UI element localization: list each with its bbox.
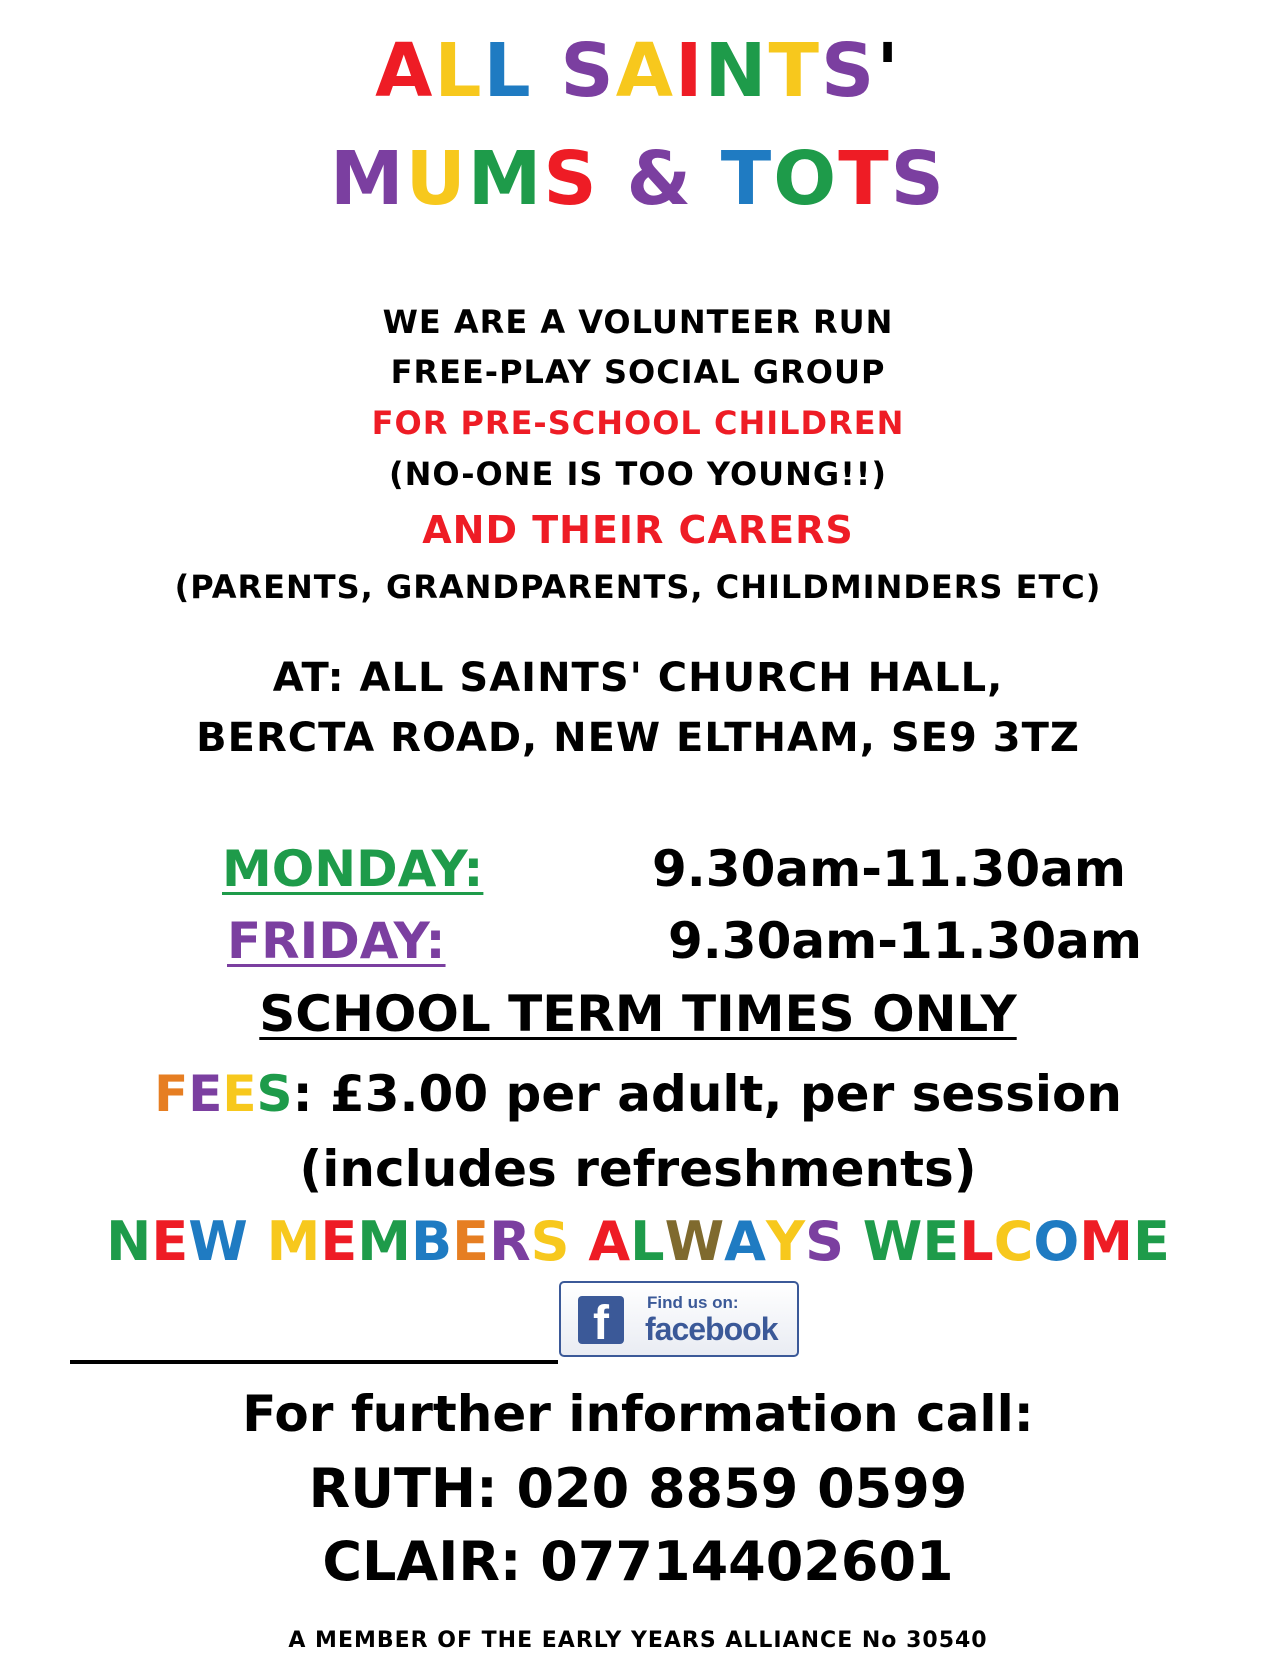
welcome-letter: A [724, 1210, 766, 1273]
welcome-letter: B [411, 1210, 453, 1273]
title-2-letter: M [467, 136, 544, 222]
fees-note: (includes refreshments) [299, 1140, 977, 1198]
title-1-letter: I [675, 28, 705, 114]
fees-text: : £3.00 per adult, per session [292, 1065, 1122, 1123]
facebook-wordmark: facebook [645, 1311, 778, 1347]
intro-line-5: AND THEIR CARERS [422, 508, 854, 552]
welcome-letter: M [1079, 1210, 1133, 1273]
welcome-letter: L [959, 1210, 994, 1273]
title-2-letter: O [773, 136, 839, 222]
intro-line-6: (PARENTS, GRANDPARENTS, CHILDMINDERS ETC) [174, 568, 1102, 606]
title-1-letter: S [820, 28, 877, 114]
welcome-text [106, 1210, 1170, 1273]
venue-line-1: AT: ALL SAINTS' CHURCH HALL, [272, 655, 1004, 701]
welcome-letter: A [588, 1210, 631, 1273]
welcome-letter: W [862, 1210, 923, 1273]
title-1-letter: N [704, 28, 769, 114]
friday-label: FRIDAY: [227, 912, 446, 970]
venue-line-2: BERCTA ROAD, NEW ELTHAM, SE9 3TZ [196, 715, 1080, 761]
welcome-letter: E [320, 1210, 358, 1273]
contact-ruth: RUTH: 020 8859 0599 [308, 1457, 968, 1520]
title-2-letter: T [720, 136, 774, 222]
intro-line-3: FOR PRE-SCHOOL CHILDREN [371, 404, 905, 442]
welcome-letter: Y [765, 1210, 806, 1273]
welcome-letter [844, 1210, 863, 1273]
welcome-letter [570, 1210, 589, 1273]
facebook-f-icon: f [578, 1296, 624, 1344]
intro-line-4: (NO-ONE IS TOO YOUNG!!) [388, 455, 887, 493]
welcome-line [0, 1210, 1276, 1273]
welcome-letter: E [1132, 1210, 1170, 1273]
contact-heading: For further information call: [242, 1385, 1034, 1443]
welcome-letter: C [993, 1210, 1034, 1273]
welcome-letter: S [805, 1210, 844, 1273]
welcome-letter: O [1033, 1210, 1080, 1273]
welcome-letter: W [188, 1210, 248, 1273]
title-1-letter: A [375, 28, 435, 114]
title-1-letter: L [483, 28, 533, 114]
intro-line-2: FREE-PLAY SOCIAL GROUP [390, 353, 886, 391]
title-1-letter: ' [876, 28, 901, 114]
fees-letter: E [222, 1065, 257, 1123]
fees-letter: S [256, 1065, 293, 1123]
welcome-letter: M [357, 1210, 411, 1273]
welcome-letter: M [266, 1210, 321, 1273]
friday-time: 9.30am-11.30am [668, 912, 1142, 970]
welcome-letter: W [664, 1210, 725, 1273]
title-1-letter: L [434, 28, 484, 114]
welcome-letter: R [489, 1210, 531, 1273]
welcome-letter [248, 1210, 267, 1273]
title-2-letter: S [890, 136, 946, 222]
contact-clair: CLAIR: 07714402601 [322, 1530, 954, 1593]
title-2-letter: U [405, 136, 468, 222]
fees-letter: E [188, 1065, 223, 1123]
fees-letter: F [154, 1065, 189, 1123]
fees-label [154, 1065, 292, 1123]
title-2-letter [599, 136, 627, 222]
monday-label: MONDAY: [222, 840, 484, 898]
title-2-letter: M [330, 136, 406, 222]
welcome-letter: N [106, 1210, 152, 1273]
title-2-letter: S [543, 136, 599, 222]
welcome-letter: E [452, 1210, 490, 1273]
monday-time: 9.30am-11.30am [652, 840, 1126, 898]
title-line-2 [0, 136, 1276, 222]
footer-membership: A MEMBER OF THE EARLY YEARS ALLIANCE No 30540 [288, 1628, 988, 1653]
welcome-letter: L [630, 1210, 665, 1273]
title-2-letter [693, 136, 721, 222]
welcome-letter: E [151, 1210, 189, 1273]
title-1-letter: A [615, 28, 675, 114]
divider-line [70, 1360, 558, 1364]
title-1-letter: S [560, 28, 616, 114]
title-1-letter: T [768, 28, 821, 114]
title-2-letter: & [626, 136, 694, 222]
title-line-1 [0, 28, 1276, 114]
facebook-badge[interactable] [559, 1281, 799, 1357]
term-note: SCHOOL TERM TIMES ONLY [259, 985, 1017, 1043]
title-1-letter [533, 28, 561, 114]
title-2-letter: T [838, 136, 891, 222]
welcome-letter: E [922, 1210, 960, 1273]
intro-line-1: WE ARE A VOLUNTEER RUN [382, 303, 894, 341]
facebook-find-us: Find us on: [647, 1293, 739, 1312]
fees-line [0, 1065, 1276, 1123]
welcome-letter: S [530, 1210, 570, 1273]
